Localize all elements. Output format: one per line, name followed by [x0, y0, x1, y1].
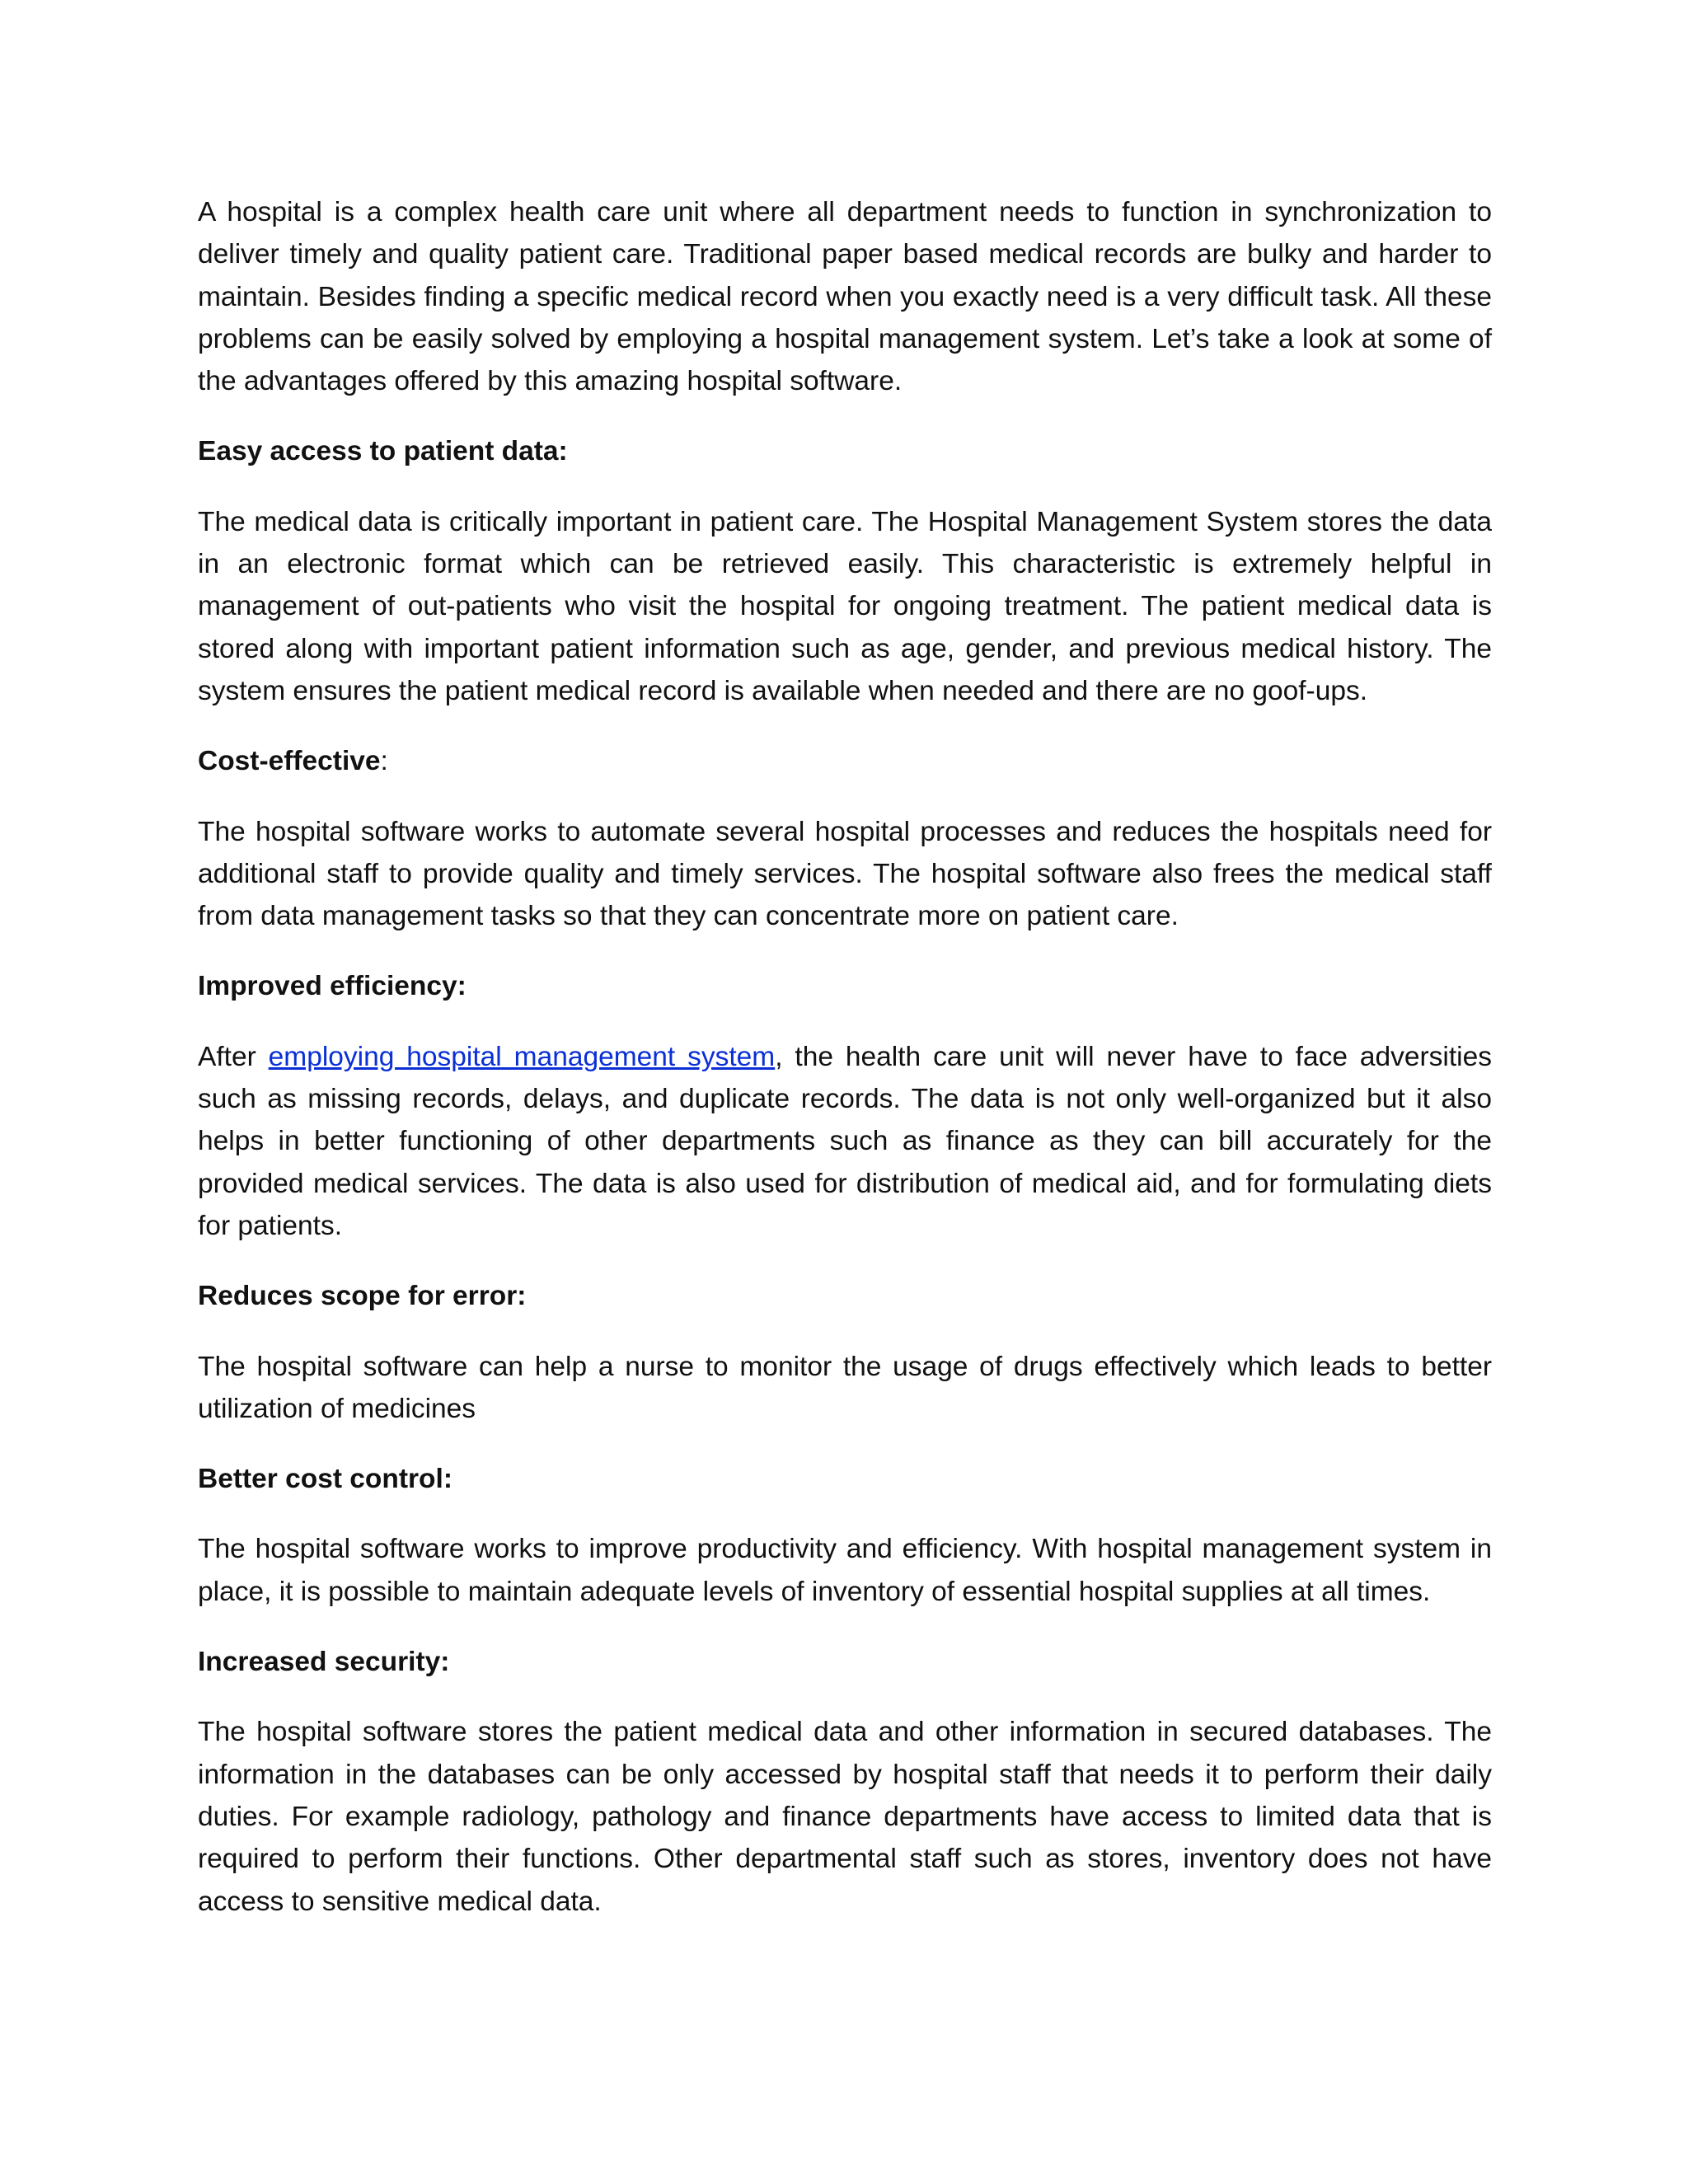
- paragraph-cost-control: The hospital software works to improve productivity and efficiency. With hospital management system in place, it is possible to maintain adequate levels of inventory of essential hospital supplies at all times.: [198, 1534, 1492, 1607]
- efficiency-text-suffix: , the health care unit will never have to face adversities such as missing records, delays, and duplicate records. The data is not only well-organized but it also helps in better functioning of other departments such as finance as they can bill accurately for the provided medical services. The data is also used for distribution of medical aid, and for formulating diets for patients.: [198, 1041, 1493, 1241]
- heading-reduces-error: Reduces scope for error:: [198, 1281, 527, 1312]
- intro-paragraph: A hospital is a complex health care unit where all department needs to function in synchronization to deliver timely and quality patient care. Traditional paper based medical records are bulky and harder to maintain. Besides finding a specific medical record when you exactly need is a very difficult task. All these problems can be easily solved by employing a hospital management system. Let’s take a look at some of the advantages offered by this amazing hospital software.: [198, 197, 1492, 397]
- heading-cost-effective-colon: :: [380, 746, 388, 777]
- efficiency-text-prefix: After: [198, 1041, 269, 1072]
- heading-cost-effective-text: Cost-effective: [198, 746, 381, 777]
- heading-improved-efficiency: Improved efficiency:: [198, 971, 467, 1002]
- heading-security: Increased security:: [198, 1647, 450, 1678]
- heading-easy-access: Easy access to patient data:: [198, 436, 568, 467]
- paragraph-improved-efficiency: [198, 1036, 1492, 1247]
- paragraph-cost-effective: The hospital software works to automate several hospital processes and reduces the hospitals need for additional staff to provide quality and timely services. The hospital software also frees the medical staff from data management tasks so that they can concentrate more on patient care.: [198, 816, 1492, 932]
- paragraph-security: The hospital software stores the patient medical data and other information in secured databases. The information in the databases can be only accessed by hospital staff that needs it to perform their daily duties. For example radiology, pathology and finance departments have access to limited data that is required to perform their functions. Other departmental staff such as stores, inventory does not have access to sensitive medical data.: [198, 1717, 1492, 1917]
- paragraph-reduces-error: The hospital software can help a nurse to monitor the usage of drugs effectively which leads to better utilization of medicines: [198, 1351, 1492, 1424]
- heading-cost-control: Better cost control:: [198, 1464, 452, 1495]
- paragraph-easy-access: The medical data is critically important in patient care. The Hospital Management System stores the data in an electronic format which can be retrieved easily. This characteristic is extremely helpful in management of out-patients who visit the hospital for ongoing treatment. The patient medical data is stored along with important patient information such as age, gender, and previous medical history. The system ensures the patient medical record is available when needed and there are no goof-ups.: [198, 506, 1492, 706]
- hospital-management-system-link[interactable]: employing hospital management system: [268, 1041, 776, 1072]
- document-page: [198, 191, 1492, 1951]
- heading-cost-effective: [198, 740, 1492, 782]
